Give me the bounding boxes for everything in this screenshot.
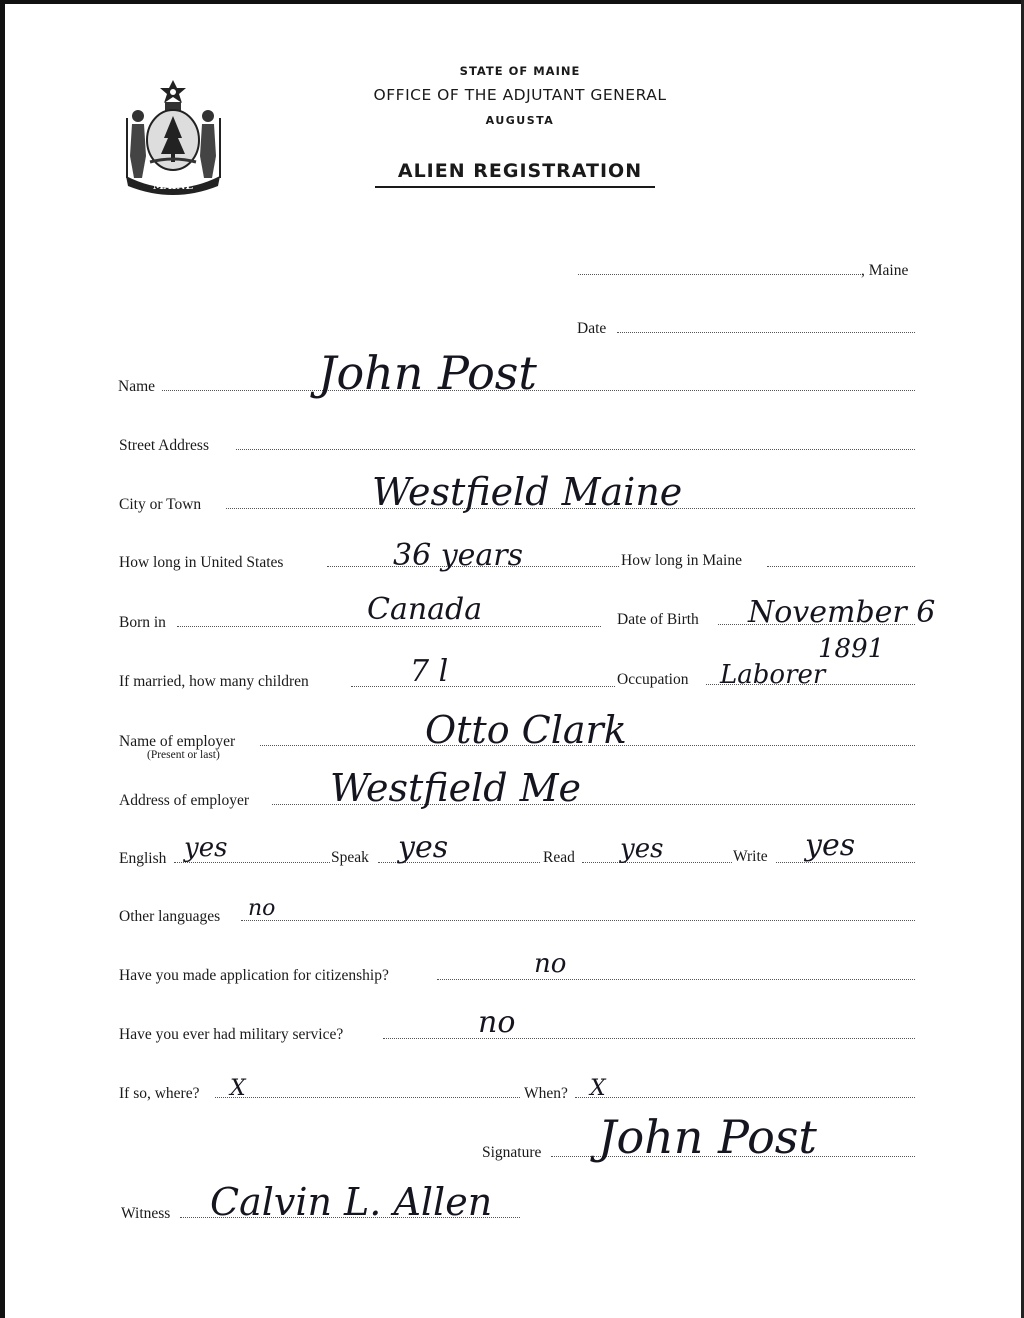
employer-handwriting: Otto Clark — [425, 708, 627, 752]
write-handwriting: yes — [805, 828, 856, 863]
street-address-label: Street Address — [119, 437, 209, 454]
street-address-line[interactable] — [236, 449, 915, 450]
occupation-handwriting: Laborer — [720, 660, 826, 690]
city-label: City or Town — [119, 496, 202, 513]
name-handwriting: John Post — [318, 346, 537, 400]
citizenship-label: Have you made application for citizenship? — [119, 967, 389, 984]
when-label: When? — [524, 1085, 568, 1102]
employer-label: Name of employer — [119, 733, 236, 750]
where-label: If so, where? — [119, 1085, 200, 1102]
read-handwriting: yes — [620, 834, 664, 864]
military-label: Have you ever had military service? — [119, 1026, 344, 1043]
employer-address-handwriting: Westfield Me — [330, 766, 582, 810]
header-office: OFFICE OF THE ADJUTANT GENERAL — [373, 86, 667, 104]
how-long-maine-label: How long in Maine — [621, 552, 742, 569]
speak-label: Speak — [331, 849, 369, 866]
header-city: AUGUSTA — [485, 114, 555, 127]
dob-year-handwriting: 1891 — [818, 634, 885, 664]
english-handwriting: yes — [184, 833, 228, 863]
other-languages-line[interactable] — [241, 920, 915, 921]
children-label: If married, how many children — [119, 673, 309, 690]
english-label: English — [119, 850, 167, 867]
signature-handwriting: John Post — [598, 1110, 817, 1164]
how-long-us-label: How long in United States — [119, 554, 284, 571]
seal-text: MAINE — [152, 181, 194, 192]
speak-handwriting: yes — [398, 830, 449, 865]
military-handwriting: no — [478, 1005, 516, 1040]
where-line[interactable] — [215, 1097, 520, 1098]
other-languages-handwriting: no — [248, 896, 276, 921]
name-line[interactable] — [162, 390, 915, 391]
scan-edge-left — [0, 0, 5, 1318]
when-handwriting: X — [590, 1076, 606, 1101]
born-in-label: Born in — [119, 614, 166, 631]
dob-handwriting: November 6 — [748, 595, 936, 630]
where-handwriting: X — [230, 1076, 246, 1101]
place-line[interactable] — [578, 274, 861, 275]
city-handwriting: Westfield Maine — [372, 470, 683, 514]
dob-label: Date of Birth — [617, 611, 699, 628]
form-title: ALIEN REGISTRATION — [397, 160, 643, 182]
date-label: Date — [577, 320, 607, 337]
other-languages-label: Other languages — [119, 908, 221, 925]
state-seal-icon — [118, 78, 228, 196]
occupation-label: Occupation — [617, 671, 689, 688]
scan-edge-top — [0, 0, 1024, 4]
witness-label: Witness — [121, 1205, 171, 1222]
title-underline — [375, 186, 655, 188]
how-long-maine-line[interactable] — [767, 566, 915, 567]
how-long-us-handwriting: 36 years — [393, 538, 524, 573]
date-line[interactable] — [617, 332, 915, 333]
name-label: Name — [118, 378, 156, 395]
children-line[interactable] — [351, 686, 615, 687]
born-in-handwriting: Canada — [367, 592, 483, 627]
children-handwriting: 7 l — [410, 654, 449, 689]
header-state: STATE OF MAINE — [459, 64, 581, 78]
signature-label: Signature — [482, 1144, 542, 1161]
citizenship-handwriting: no — [534, 949, 567, 979]
when-line[interactable] — [575, 1097, 915, 1098]
military-line[interactable] — [383, 1038, 915, 1039]
employer-address-label: Address of employer — [119, 792, 249, 809]
read-label: Read — [543, 849, 575, 866]
employer-sublabel: (Present or last) — [147, 749, 220, 761]
citizenship-line[interactable] — [437, 979, 915, 980]
place-suffix: , Maine — [861, 262, 909, 279]
write-label: Write — [733, 848, 768, 865]
witness-handwriting: Calvin L. Allen — [210, 1180, 493, 1224]
